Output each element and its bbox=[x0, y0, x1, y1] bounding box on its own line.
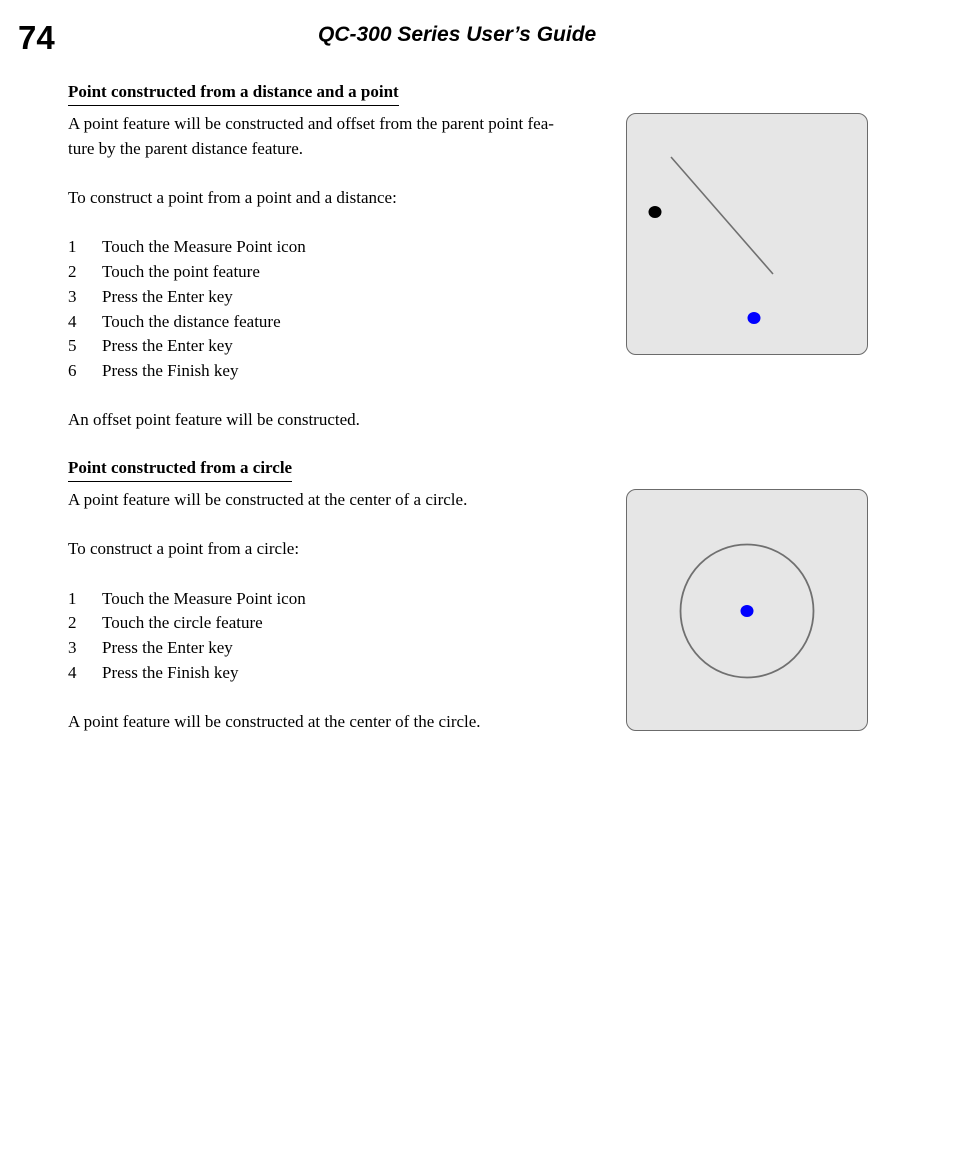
step-list bbox=[68, 235, 618, 383]
step-item bbox=[68, 235, 618, 260]
step-number: 1 bbox=[68, 588, 77, 608]
instruction-text: To construct a point from a point and a distance: bbox=[68, 188, 397, 208]
intro-paragraph-line: ture by the parent distance feature. bbox=[68, 138, 304, 158]
running-header-title: QC-300 Series User’s Guide bbox=[318, 23, 597, 46]
step-text: Touch the point feature bbox=[102, 262, 260, 282]
step-item bbox=[68, 334, 618, 359]
constructed-center-point bbox=[741, 605, 754, 617]
step-number: 3 bbox=[68, 638, 77, 658]
intro-paragraph-line: A point feature will be constructed and offset from the parent point fea- bbox=[68, 114, 554, 133]
step-text: Touch the Measure Point icon bbox=[102, 588, 306, 608]
step-text: Press the Finish key bbox=[102, 361, 239, 380]
step-number: 2 bbox=[68, 613, 77, 633]
step-number: 1 bbox=[68, 237, 77, 257]
parent-point bbox=[649, 206, 662, 218]
intro-paragraph-line: A point feature will be constructed at the center of a circle. bbox=[68, 490, 468, 509]
step-text: Press the Finish key bbox=[102, 662, 239, 682]
step-text: Touch the circle feature bbox=[102, 613, 263, 633]
step-item bbox=[68, 611, 618, 636]
section-circle-point bbox=[68, 456, 618, 735]
step-text: Press the Enter key bbox=[102, 336, 233, 356]
constructed-point bbox=[748, 312, 761, 324]
instruction-text: To construct a point from a circle: bbox=[68, 539, 300, 559]
step-text: Press the Enter key bbox=[102, 286, 233, 306]
offset-point-figure bbox=[626, 113, 868, 355]
step-item bbox=[68, 285, 618, 310]
step-item bbox=[68, 587, 618, 612]
step-number: 4 bbox=[68, 662, 77, 682]
step-number: 5 bbox=[68, 336, 77, 356]
step-number: 4 bbox=[68, 311, 77, 331]
result-text: A point feature will be constructed at the center of the circle. bbox=[68, 712, 481, 732]
page-number: 74 bbox=[18, 19, 55, 56]
distance-feature-line bbox=[671, 157, 773, 274]
step-item bbox=[68, 661, 618, 686]
step-item bbox=[68, 260, 618, 285]
step-item bbox=[68, 359, 618, 384]
section-heading: Point constructed from a distance and a point bbox=[68, 80, 399, 106]
offset-point-diagram-icon bbox=[627, 114, 867, 354]
step-text: Touch the distance feature bbox=[102, 311, 281, 331]
result-text: An offset point feature will be constructed. bbox=[68, 410, 360, 430]
section-distance-point bbox=[68, 80, 618, 433]
step-number: 6 bbox=[68, 361, 77, 380]
step-list bbox=[68, 587, 618, 686]
step-text: Touch the Measure Point icon bbox=[102, 237, 306, 257]
step-item bbox=[68, 310, 618, 335]
step-number: 2 bbox=[68, 262, 77, 282]
step-text: Press the Enter key bbox=[102, 638, 233, 658]
step-item bbox=[68, 636, 618, 661]
circle-center-figure bbox=[626, 489, 868, 731]
section-heading: Point constructed from a circle bbox=[68, 456, 292, 482]
step-number: 3 bbox=[68, 286, 77, 306]
circle-center-point-diagram-icon bbox=[627, 490, 867, 730]
